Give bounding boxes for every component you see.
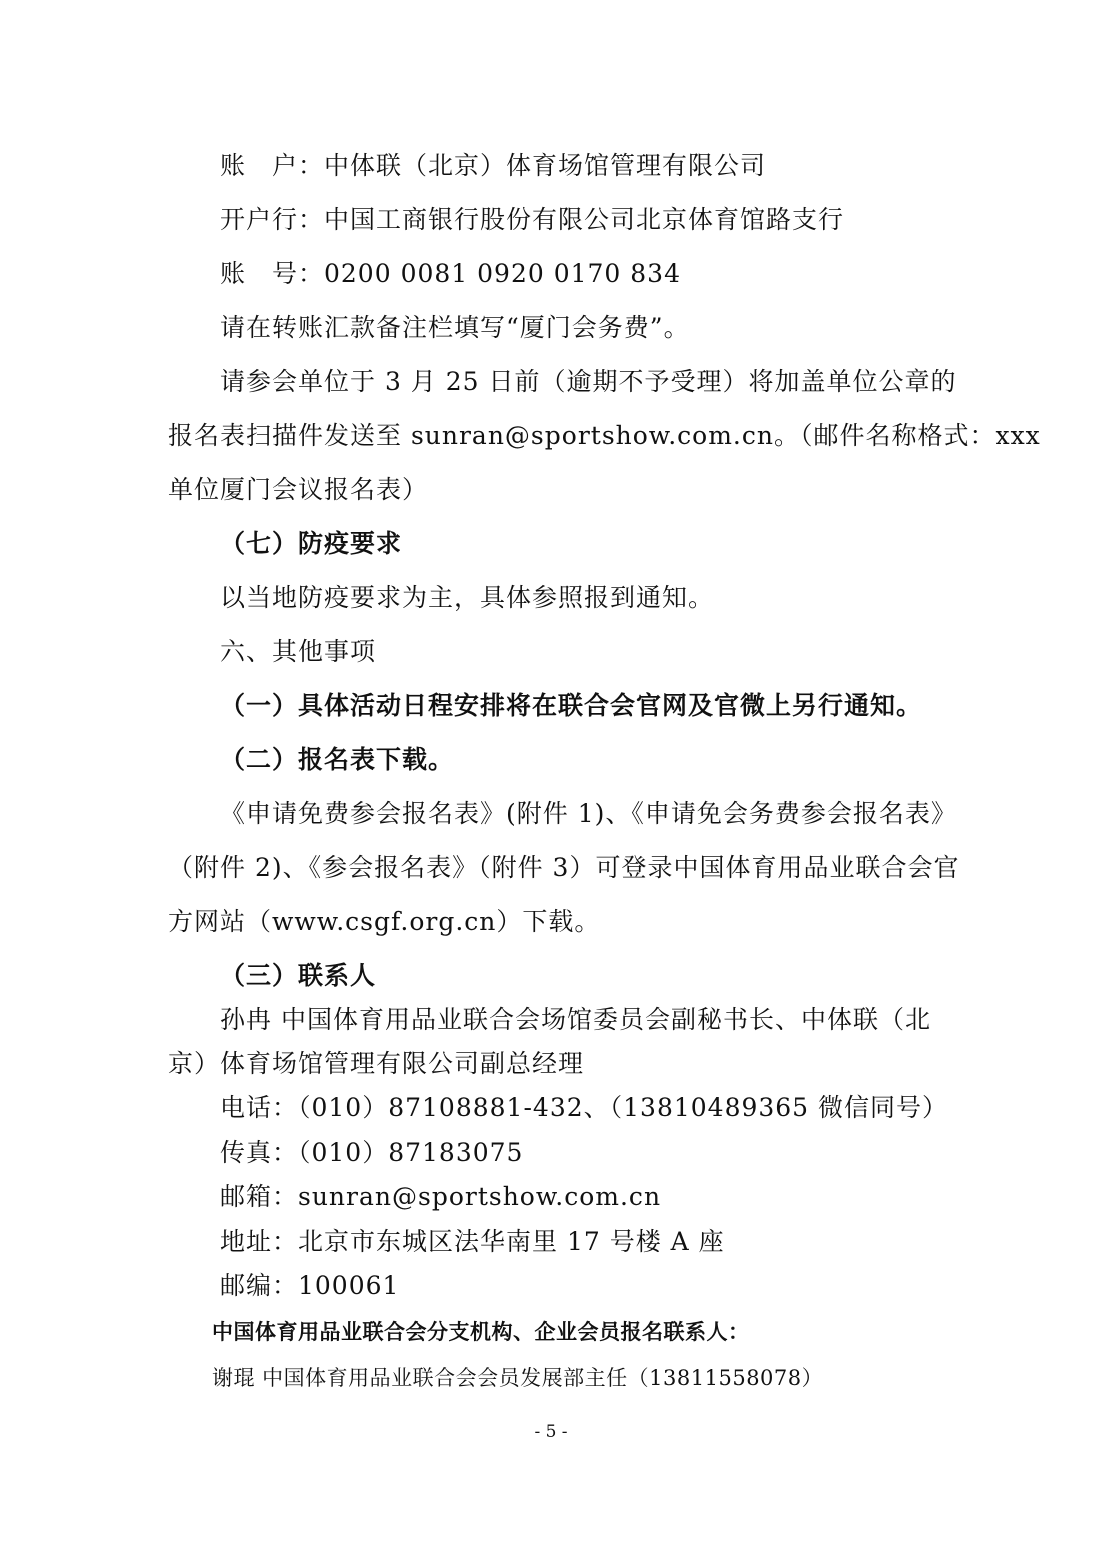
page-number: - 5 - (534, 1422, 568, 1442)
section-epidemic-heading: （七）防疫要求 (220, 529, 403, 558)
forms-line-1: 《申请免费参会报名表》(附件 1)、《申请免会务费参会报名表》 (220, 799, 957, 828)
epidemic-text: 以当地防疫要求为主，具体参照报到通知。 (220, 583, 715, 612)
phone-line: 电话：（010）87108881-432、（13810489365 微信同号） (220, 1093, 949, 1122)
fax-line: 传真：（010）87183075 (220, 1138, 524, 1167)
member-contact-heading: 中国体育用品业联合会分支机构、企业会员报名联系人： (212, 1320, 750, 1344)
registration-subject-line: 单位厦门会议报名表） (168, 475, 429, 504)
email-line: 邮箱：sunran@sportshow.com.cn (220, 1182, 662, 1211)
account-name-line: 账 户：中体联（北京）体育场馆管理有限公司 (220, 151, 767, 180)
schedule-notice: （一）具体活动日程安排将在联合会官网及官微上另行通知。 (220, 691, 923, 720)
contact-person-line-1: 孙冉 中国体育用品业联合会场馆委员会副秘书长、中体联（北 (220, 1005, 931, 1034)
contact-heading: （三）联系人 (220, 961, 377, 990)
remark-line: 请在转账汇款备注栏填写“厦门会务费”。 (220, 313, 690, 342)
forms-line-3: 方网站（www.csgf.org.cn）下载。 (168, 907, 601, 936)
address-line: 地址：北京市东城区法华南里 17 号楼 A 座 (220, 1227, 725, 1256)
registration-email-line: 报名表扫描件发送至 sunran@sportshow.com.cn。（邮件名称格式：xxx (168, 421, 1041, 450)
postcode-line: 邮编：100061 (220, 1271, 400, 1300)
account-number-line: 账 号：0200 0081 0920 0170 834 (220, 259, 681, 288)
member-contact-line: 谢琨 中国体育用品业联合会会员发展部主任（13811558078） (212, 1366, 824, 1390)
forms-line-2: （附件 2)、《参会报名表》（附件 3）可登录中国体育用品业联合会官 (168, 853, 960, 882)
registration-deadline-line: 请参会单位于 3 月 25 日前（逾期不予受理）将加盖单位公章的 (220, 367, 957, 396)
contact-person-line-2: 京）体育场馆管理有限公司副总经理 (168, 1049, 585, 1078)
bank-line: 开户行：中国工商银行股份有限公司北京体育馆路支行 (220, 205, 845, 234)
section-other-heading: 六、其他事项 (220, 637, 377, 666)
form-download-heading: （二）报名表下载。 (220, 745, 455, 774)
